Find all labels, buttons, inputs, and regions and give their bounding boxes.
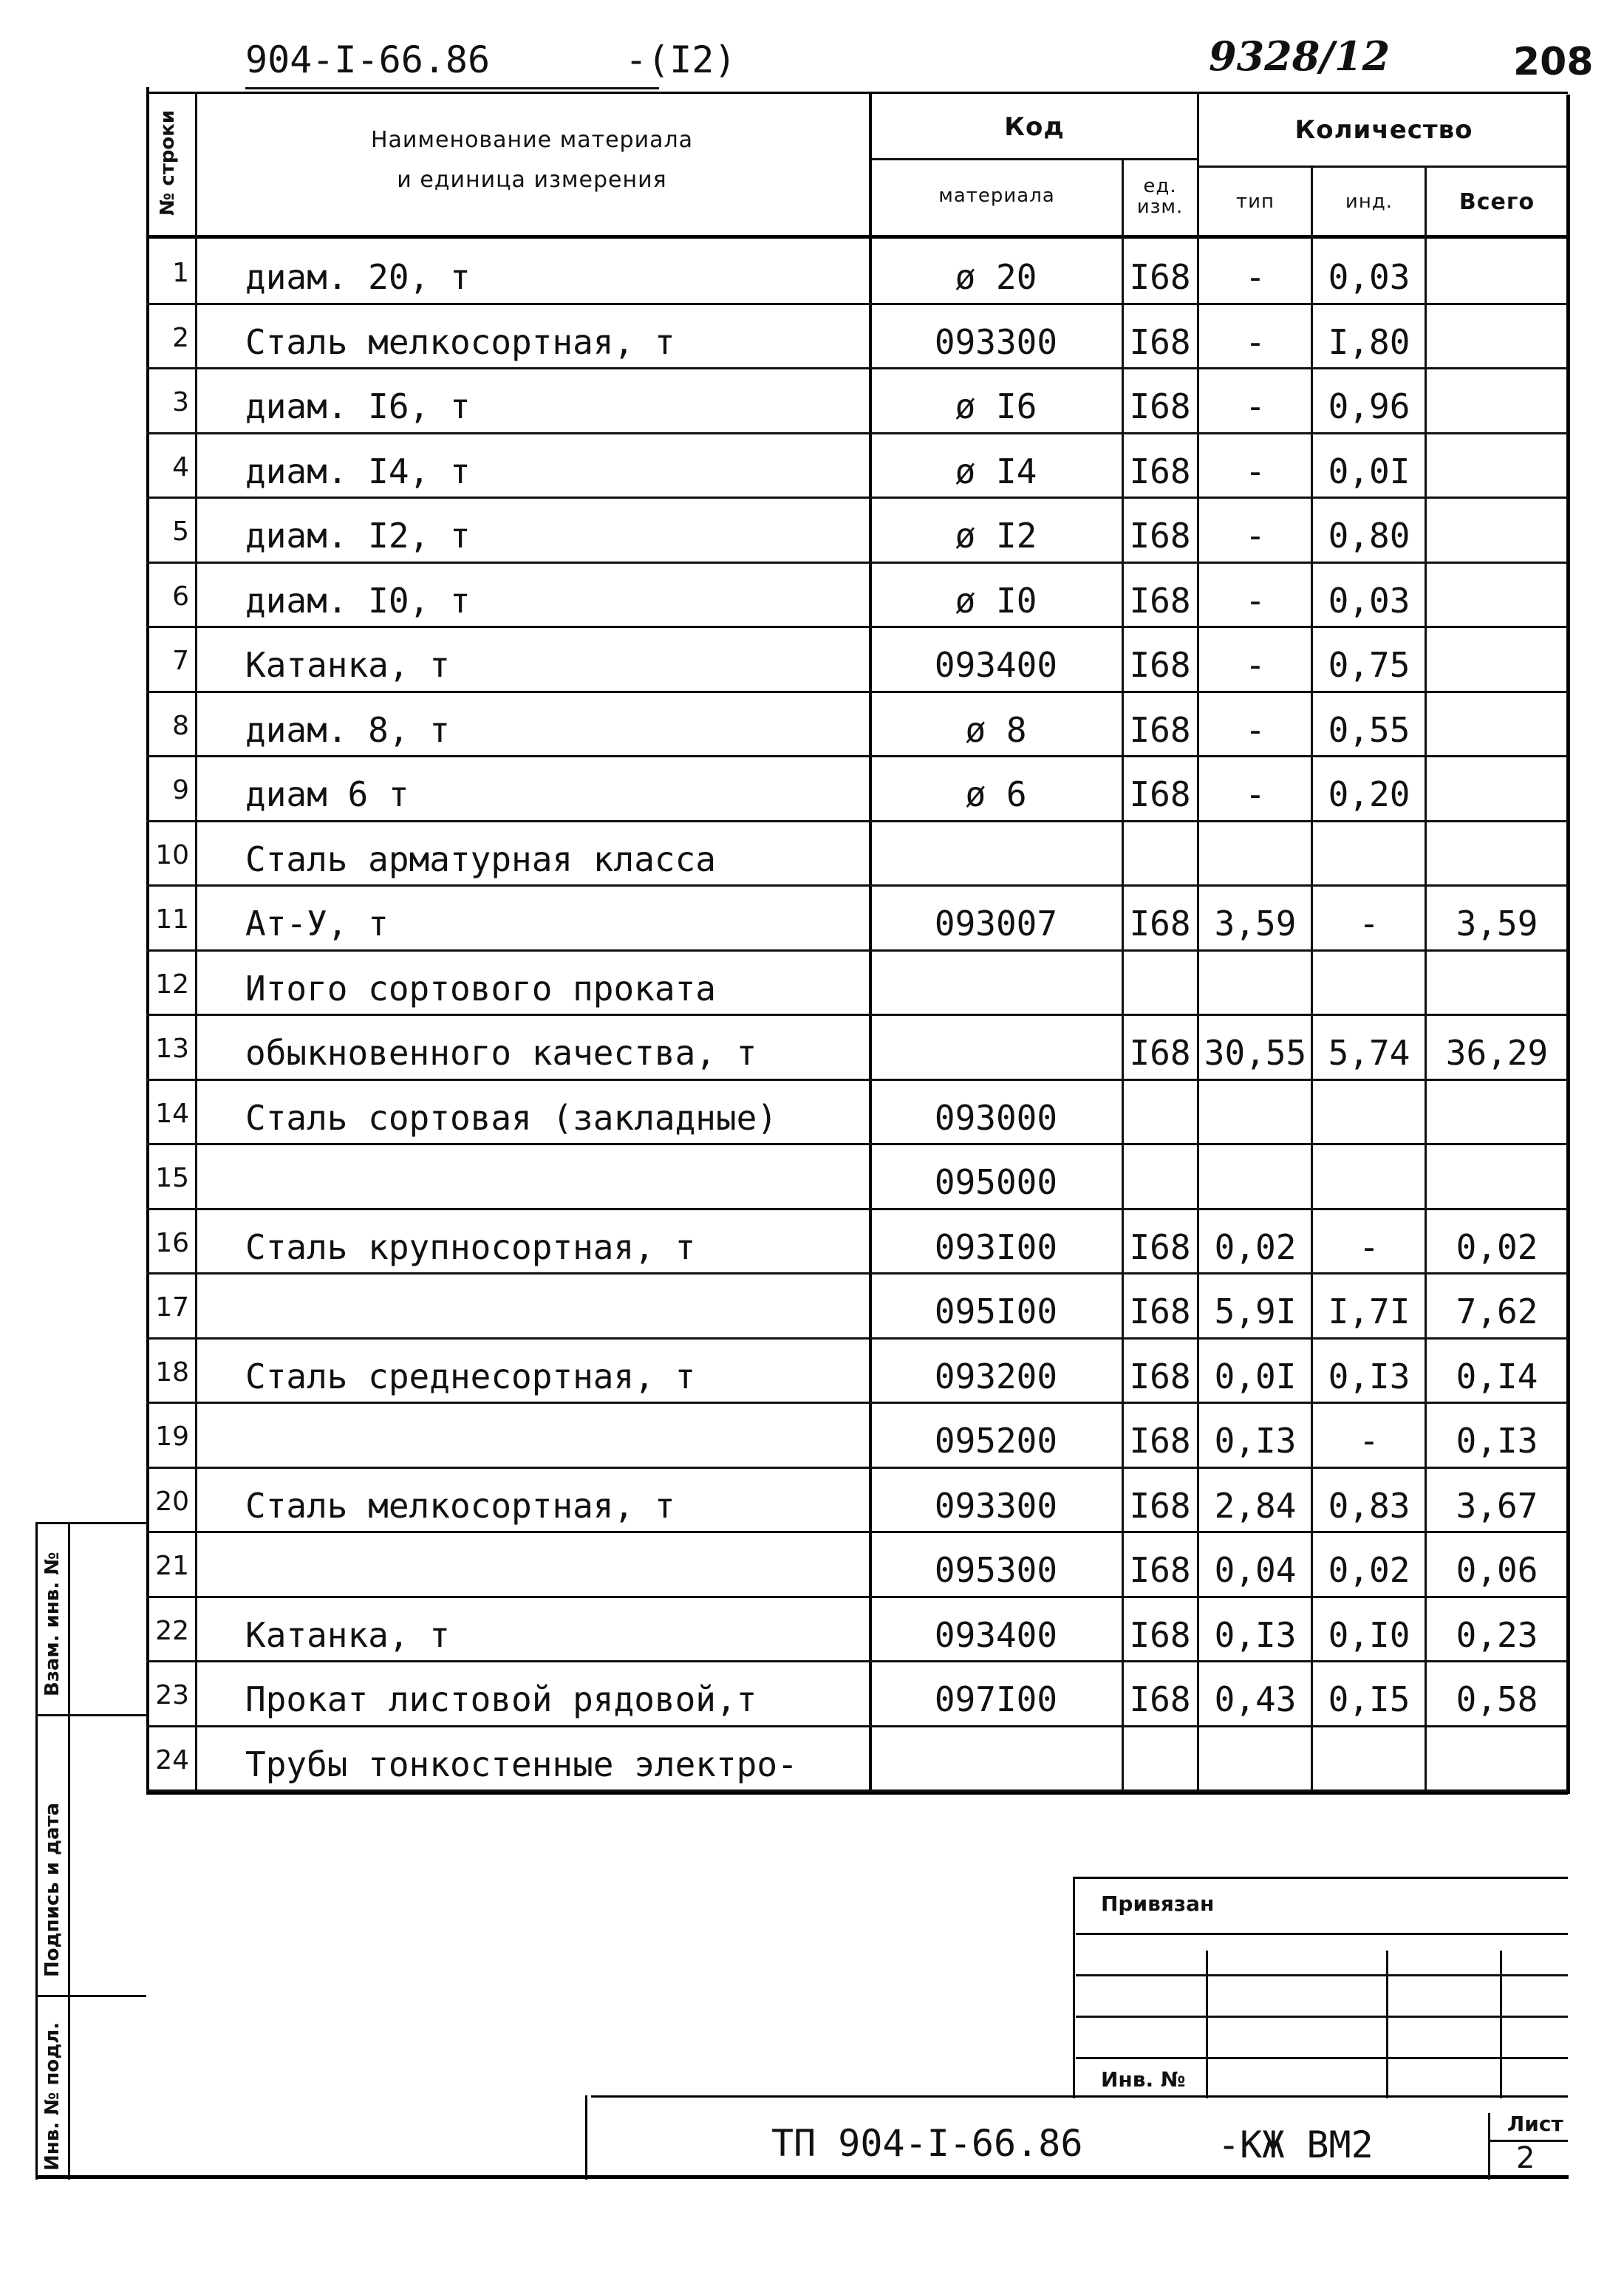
row-number: 18	[155, 1357, 189, 1388]
material-name: Ат-У, т	[245, 904, 389, 944]
unit-code: I68	[1129, 321, 1191, 362]
qty-ind: -	[1359, 904, 1379, 944]
material-code: ø I6	[955, 386, 1037, 426]
row-line	[146, 626, 1568, 628]
unit-code: I68	[1129, 1356, 1191, 1396]
row-number: 24	[155, 1744, 189, 1775]
material-code: 093400	[934, 645, 1058, 685]
qty-type: 0,I3	[1214, 1421, 1297, 1461]
row-number: 9	[172, 775, 189, 805]
qty-ind: 0,80	[1328, 516, 1410, 556]
material-code: 097I00	[934, 1679, 1058, 1719]
unit-code: I68	[1129, 1550, 1191, 1590]
qty-ind: 0,03	[1328, 580, 1410, 621]
margin-inner-line	[68, 1522, 70, 2180]
material-code: 093300	[934, 1485, 1058, 1526]
qty-type: 3,59	[1214, 904, 1297, 944]
table-right-border	[1566, 95, 1570, 1794]
row-number: 17	[155, 1292, 189, 1323]
row-number: 12	[155, 969, 189, 1000]
header-qty-type: тип	[1235, 191, 1275, 213]
page-bottom-border	[35, 2175, 1569, 2179]
row-number: 15	[155, 1163, 189, 1193]
qty-ind: 0,0I	[1328, 451, 1410, 491]
stamp-line-4	[1076, 2057, 1568, 2059]
row-number: 11	[155, 904, 189, 935]
material-code: ø I4	[955, 451, 1037, 491]
qty-total: 3,67	[1456, 1485, 1538, 1526]
material-name: диам. I2, т	[245, 516, 471, 556]
header-name-line2: и единица измерения	[397, 167, 667, 193]
unit-code: I68	[1129, 1033, 1191, 1073]
handwritten-ref: 9328/12	[1209, 33, 1391, 80]
material-name: Сталь сортовая (закладные)	[245, 1097, 778, 1138]
sheet-corner-number: 208	[1513, 40, 1594, 84]
margin-line-2	[35, 1714, 146, 1716]
material-name: Катанка, т	[245, 645, 450, 685]
material-name: Прокат листовой рядовой,т	[245, 1679, 757, 1719]
unit-code: I68	[1129, 516, 1191, 556]
qty-ind: 0,I5	[1328, 1679, 1410, 1719]
material-code: 093000	[934, 1097, 1058, 1138]
material-code: 093400	[934, 1614, 1058, 1655]
material-name: диам. I4, т	[245, 451, 471, 491]
qty-type: -	[1245, 321, 1266, 362]
stamp-list-label: Лист	[1507, 2112, 1563, 2136]
qty-ind: 0,I0	[1328, 1614, 1410, 1655]
row-line	[146, 1467, 1568, 1469]
qty-ind: 0,55	[1328, 709, 1410, 750]
margin-line-1	[35, 1522, 146, 1524]
header-qty-ind: инд.	[1345, 191, 1393, 213]
row-number: 7	[172, 646, 189, 676]
qty-type: 0,0I	[1214, 1356, 1297, 1396]
margin-outer-line	[35, 1522, 38, 2180]
header-code-group: Код	[1004, 112, 1065, 142]
row-line	[146, 1337, 1568, 1340]
qty-type: 0,I3	[1214, 1614, 1297, 1655]
qty-ind: 0,02	[1328, 1550, 1410, 1590]
qty-type: 30,55	[1204, 1033, 1307, 1073]
header-row-no: № строки	[157, 109, 179, 216]
unit-code: I68	[1129, 580, 1191, 621]
row-line	[146, 1208, 1568, 1210]
material-code: 095300	[934, 1550, 1058, 1590]
stamp-line-1	[1076, 1933, 1568, 1935]
material-name: Сталь мелкосортная, т	[245, 321, 675, 362]
material-name: диам. 8, т	[245, 709, 450, 750]
material-name: диам. I0, т	[245, 580, 471, 621]
material-name: обыкновенного качества, т	[245, 1033, 757, 1073]
row-number: 5	[172, 516, 189, 547]
unit-code: I68	[1129, 1614, 1191, 1655]
header-name-line1: Наименование материала	[370, 127, 694, 153]
qty-type: -	[1245, 257, 1266, 297]
stamp-doc-code: ТП 904-I-66.86	[771, 2122, 1083, 2165]
row-line	[146, 949, 1568, 952]
qty-total: 0,I4	[1456, 1356, 1538, 1396]
row-number: 2	[172, 322, 189, 353]
material-name: Катанка, т	[245, 1614, 450, 1655]
row-number: 8	[172, 710, 189, 741]
unit-code: I68	[1129, 904, 1191, 944]
stamp-inv-no: Инв. №	[1101, 2067, 1186, 2092]
qty-ind: 0,83	[1328, 1485, 1410, 1526]
row-line	[146, 562, 1568, 564]
material-code: 095200	[934, 1421, 1058, 1461]
qty-type: 0,02	[1214, 1226, 1297, 1267]
row-line	[146, 1725, 1568, 1727]
row-number: 3	[172, 387, 189, 417]
stamp-col-3	[1500, 1951, 1502, 2098]
qty-total: 0,06	[1456, 1550, 1538, 1590]
row-line	[146, 820, 1568, 822]
stamp-privyazan: Привязан	[1101, 1891, 1215, 1916]
unit-code: I68	[1129, 1292, 1191, 1331]
margin-podpis: Подпись и дата	[41, 1802, 64, 1977]
col-sep-ind	[1425, 166, 1427, 1791]
stamp-list-value: 2	[1516, 2141, 1535, 2175]
row-number: 23	[155, 1680, 189, 1710]
row-line	[146, 1531, 1568, 1533]
qty-type: -	[1245, 386, 1266, 426]
row-line	[146, 1272, 1568, 1275]
row-number: 6	[172, 581, 189, 612]
qty-type: -	[1245, 516, 1266, 556]
row-line	[146, 497, 1568, 499]
unit-code: I68	[1129, 645, 1191, 685]
qty-type: 0,04	[1214, 1550, 1297, 1590]
material-name: Сталь среднесортная, т	[245, 1356, 696, 1396]
unit-code: I68	[1129, 774, 1191, 814]
header-bottom-border	[146, 235, 1568, 239]
stamp-top	[1073, 1877, 1568, 1879]
header-qty-group: Количество	[1294, 115, 1473, 145]
qty-type: -	[1245, 774, 1266, 814]
qty-type: 0,43	[1214, 1679, 1297, 1719]
unit-code: I68	[1129, 257, 1191, 297]
material-code: 093200	[934, 1356, 1058, 1396]
material-name: диам 6 т	[245, 774, 409, 814]
margin-inv-podl: Инв. № подл.	[41, 2021, 64, 2171]
material-code: 093I00	[934, 1226, 1058, 1267]
stamp-line-3	[1076, 2016, 1568, 2018]
row-line	[146, 303, 1568, 305]
unit-code: I68	[1129, 1679, 1191, 1719]
qty-total: 0,02	[1456, 1226, 1538, 1267]
qty-ind: 0,75	[1328, 645, 1410, 685]
stamp-doc-mark: -КЖ ВМ2	[1218, 2123, 1374, 2166]
stamp-list-sep	[1488, 2113, 1490, 2180]
row-number: 22	[155, 1615, 189, 1646]
material-code: ø 6	[965, 774, 1027, 814]
part-number: -(I2)	[625, 38, 737, 81]
margin-line-3	[35, 1995, 146, 1997]
qty-ind: 0,03	[1328, 257, 1410, 297]
unit-code: I68	[1129, 451, 1191, 491]
unit-code: I68	[1129, 1226, 1191, 1267]
row-number: 21	[155, 1551, 189, 1581]
col-sep-tip	[1311, 166, 1313, 1791]
header-code-unit: ед. изм.	[1136, 175, 1184, 218]
stamp-left	[1073, 1877, 1075, 2098]
row-number: 10	[155, 839, 189, 870]
unit-code: I68	[1129, 386, 1191, 426]
row-line	[146, 1660, 1568, 1662]
qty-ind: I,80	[1328, 321, 1410, 362]
row-number: 14	[155, 1098, 189, 1129]
material-code: ø I0	[955, 580, 1037, 621]
row-line	[146, 432, 1568, 434]
header-underline	[245, 87, 659, 89]
qty-type: -	[1245, 580, 1266, 621]
qty-total: 3,59	[1456, 904, 1538, 944]
unit-code: I68	[1129, 1485, 1191, 1526]
material-code: 095000	[934, 1162, 1058, 1202]
qty-total: 7,62	[1456, 1292, 1538, 1331]
row-number: 19	[155, 1422, 189, 1452]
row-number: 4	[172, 451, 189, 482]
margin-vzam-inv: Взам. инв. №	[41, 1552, 64, 1696]
qty-total: 0,23	[1456, 1614, 1538, 1655]
qty-subheader-line	[1197, 166, 1568, 168]
row-line	[146, 755, 1568, 757]
qty-ind: -	[1359, 1421, 1379, 1461]
stamp-main-top	[591, 2095, 1568, 2098]
stamp-line-2	[1076, 1974, 1568, 1976]
material-code: ø 20	[955, 257, 1037, 297]
qty-ind: -	[1359, 1226, 1379, 1267]
row-line	[146, 884, 1568, 887]
project-code: 904-I-66.86	[245, 38, 491, 81]
qty-type: 2,84	[1214, 1485, 1297, 1526]
qty-type: -	[1245, 451, 1266, 491]
material-name: Сталь крупносортная, т	[245, 1226, 696, 1267]
material-code: 093007	[934, 904, 1058, 944]
material-code: ø I2	[955, 516, 1037, 556]
qty-ind: 0,96	[1328, 386, 1410, 426]
qty-type: 5,9I	[1214, 1292, 1297, 1331]
material-code: 093300	[934, 321, 1058, 362]
material-name: Сталь мелкосортная, т	[245, 1485, 675, 1526]
unit-code: I68	[1129, 1421, 1191, 1461]
qty-type: -	[1245, 709, 1266, 750]
qty-type: -	[1245, 645, 1266, 685]
qty-ind: 0,I3	[1328, 1356, 1410, 1396]
row-number: 1	[172, 258, 189, 288]
stamp-col-1	[1206, 1951, 1208, 2098]
qty-ind: 0,20	[1328, 774, 1410, 814]
row-line	[146, 1143, 1568, 1145]
material-name: диам. I6, т	[245, 386, 471, 426]
material-name: Итого сортового проката	[245, 968, 716, 1009]
col-sep-unit	[1197, 92, 1199, 1791]
row-line	[146, 1402, 1568, 1404]
row-number: 13	[155, 1034, 189, 1064]
row-line	[146, 1789, 1568, 1792]
header-code-material: материала	[938, 185, 1055, 207]
material-name: диам. 20, т	[245, 257, 471, 297]
code-subheader-line	[872, 158, 1197, 160]
col-sep-code	[1122, 158, 1124, 1791]
qty-total: 36,29	[1445, 1033, 1549, 1073]
qty-ind: 5,74	[1328, 1033, 1410, 1073]
qty-ind: I,7I	[1328, 1292, 1410, 1331]
row-line	[146, 367, 1568, 369]
row-line	[146, 1079, 1568, 1081]
row-line	[146, 1014, 1568, 1016]
qty-total: 0,58	[1456, 1679, 1538, 1719]
qty-total: 0,I3	[1456, 1421, 1538, 1461]
stamp-col-2	[1386, 1951, 1388, 2098]
row-number: 20	[155, 1486, 189, 1517]
row-line	[146, 691, 1568, 693]
material-name: Трубы тонкостенные электро-	[245, 1744, 798, 1784]
row-number: 16	[155, 1227, 189, 1258]
unit-code: I68	[1129, 709, 1191, 750]
col-sep-rowno	[195, 92, 197, 1791]
material-code: 095I00	[934, 1292, 1058, 1331]
stamp-main-left	[585, 2095, 587, 2180]
row-line	[146, 1596, 1568, 1598]
material-code: ø 8	[965, 709, 1027, 750]
material-name: Сталь арматурная класса	[245, 839, 716, 879]
table-top-border	[146, 92, 1568, 94]
header-qty-total: Всего	[1458, 189, 1535, 215]
